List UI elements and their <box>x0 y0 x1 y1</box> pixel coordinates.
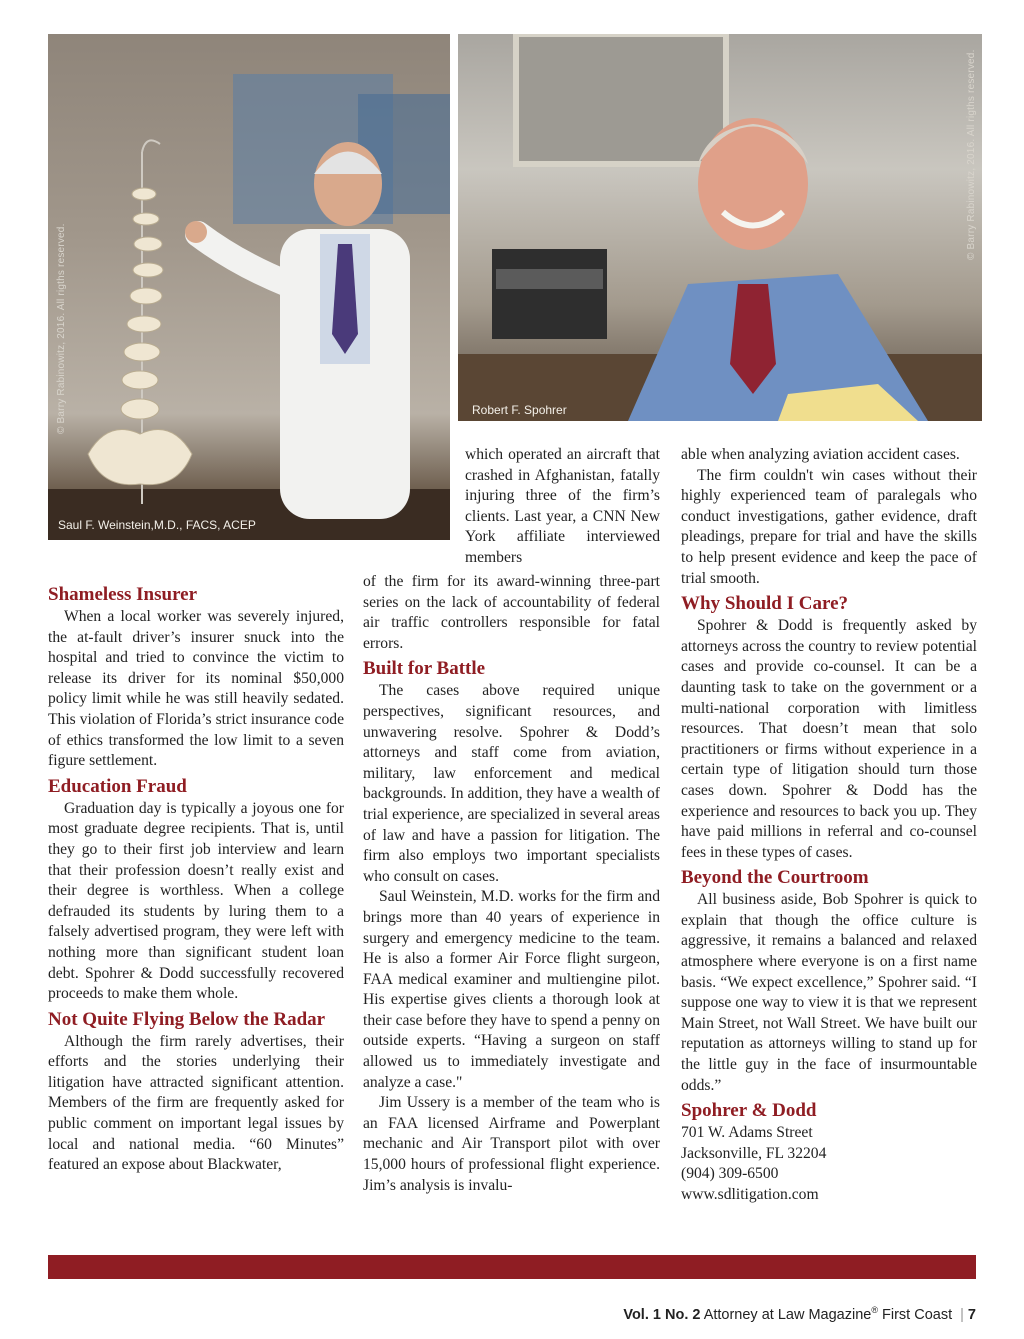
address-city: Jacksonville, FL 32204 <box>681 1144 827 1162</box>
footer-issue: Vol. 1 No. 2 <box>623 1306 701 1323</box>
paragraph: Saul Weinstein, M.D. works for the firm and brings more than 40 years of experience in surgery and emergency medicine to the team. He is also a former Air Force flight surgeon, FAA medical examiner and multiengine pilot. His expertise gives clients a thorough look at their case before they have to spend a penny on outside experts. “Having a surgeon on staff allowed us to immediately investigate and analyze a case." <box>363 888 660 1091</box>
paragraph: All business aside, Bob Spohrer is quick to explain that though the office culture is aggressive, it remains a balanced and relaxed atmosphere where everyone is on a first name basis. “We expect excellence,” Spohrer said. “I suppose one way to view it is that we represent Main Street, not Wall Street. We have built our reputation as attorneys willing to stand up for the little guy in the face of insurmountable odds.” <box>681 891 977 1094</box>
article-column-1 <box>48 580 344 1176</box>
paragraph: which operated an aircraft that crashed in Afghanistan, fatally injuring three of the firm’s clients. Last year, a CNN New York affiliate interviewed members <box>465 446 660 566</box>
address-street: 701 W. Adams Street <box>681 1124 813 1142</box>
photo-caption-right: Robert F. Spohrer <box>472 403 567 417</box>
heading-why-should-i-care: Why Should I Care? <box>681 593 849 615</box>
address-website[interactable]: www.sdlitigation.com <box>681 1186 819 1203</box>
heading-spohrer-dodd: Spohrer & Dodd <box>681 1100 817 1122</box>
photo-spohrer <box>458 34 982 421</box>
footer-registered-mark: ® <box>871 1305 878 1315</box>
address-phone: (904) 309-6500 <box>681 1165 779 1183</box>
paragraph: able when analyzing aviation accident cases. <box>681 446 960 463</box>
footer-page-number: 7 <box>967 1306 976 1323</box>
footer-edition: First Coast <box>882 1306 953 1323</box>
paragraph: The firm couldn't win cases without their highly experienced team of paralegals who conduct investigations, gather evidence, draft pleadings, prepare for trial and have the skills to help present evidence and keep the pace of trial smooth. <box>681 466 977 587</box>
firm-address <box>681 1123 977 1205</box>
photo-credit-left: © Barry Rabinowitz, 2016. All rigths reserved. <box>56 223 67 434</box>
heading-built-for-battle: Built for Battle <box>363 658 486 680</box>
article-column-2 <box>363 572 660 1196</box>
footer-accent-bar <box>48 1255 976 1279</box>
heading-shameless-insurer: Shameless Insurer <box>48 584 198 605</box>
page-footer <box>623 1305 976 1323</box>
paragraph: The cases above required unique perspectives, significant resources, and unwavering resolve. Spohrer & Dodd’s attorneys and staff come from aviation, military, law enforcement and medical backgrounds. In addition, they have a wealth of trial experience, are specialized in several areas of law and have a passion for litigation. The firm also employs two important specialists who consult on cases. <box>363 682 660 885</box>
footer-separator: | <box>960 1306 964 1323</box>
paragraph: Although the firm rarely advertises, their efforts and the stories underlying their litigation have attracted significant attention. Members of the firm are frequently asked for public comment on important legal issues by local and national media. “60 Minutes” featured an expose about Blackwater, <box>48 1032 344 1174</box>
photo-weinstein <box>48 34 450 540</box>
paragraph: of the firm for its award-winning three-part series on the lack of accountability of federal air traffic controllers responsible for fatal errors. <box>363 573 660 652</box>
photo-weinstein-illustration <box>48 34 450 540</box>
article-column-2-top <box>465 445 660 569</box>
heading-not-quite-flying: Not Quite Flying Below the Radar <box>48 1008 326 1030</box>
article-column-3 <box>681 445 977 1206</box>
photo-credit-right: © Barry Rabinowitz, 2016. All rigths reserved. <box>966 49 977 260</box>
photo-caption-left: Saul F. Weinstein,M.D., FACS, ACEP <box>58 518 256 532</box>
paragraph: Graduation day is typically a joyous one for most graduate degree recipients. That is, until they go to their first job interview and learn that their profession doesn’t really exist and their degree is worthless. When a college defrauded its students by luring them to a falsely advertised program, they were left with nothing more than significant student loan debt. Spohrer & Dodd successfully recovered proceeds to make them whole. <box>48 799 344 1003</box>
photo-spohrer-illustration <box>458 34 982 421</box>
heading-beyond-the-courtroom: Beyond the Courtroom <box>681 867 869 889</box>
paragraph: Jim Ussery is a member of the team who is an FAA licensed Airframe and Powerplant mechanic and Air Transport pilot with over 15,000 hours of professional flight experience. Jim’s analysis is invalu- <box>363 1094 660 1194</box>
heading-education-fraud: Education Fraud <box>48 775 187 797</box>
paragraph: When a local worker was severely injured, the at-fault driver’s insurer snuck into the hospital and tried to convince the victim to release its driver for its nominal $50,000 policy limit while he was still heavily sedated. This violation of Florida’s strict insurance code of ethics transformed the low limit to a seven figure settlement. <box>48 608 344 770</box>
paragraph: Spohrer & Dodd is frequently asked by attorneys across the country to review potential cases and provide co-counsel. It can be a daunting task to take on the government or a multi-national corporation with limitless resources. That doesn’t mean that solo practitioners or firms without experience in a certain type of litigation should turn those cases down. Spohrer & Dodd has the experience and resources to back you up. They have paid millions in referral and co-counsel fees in these types of cases. <box>681 617 977 861</box>
footer-magazine: Attorney at Law Magazine <box>703 1306 872 1323</box>
